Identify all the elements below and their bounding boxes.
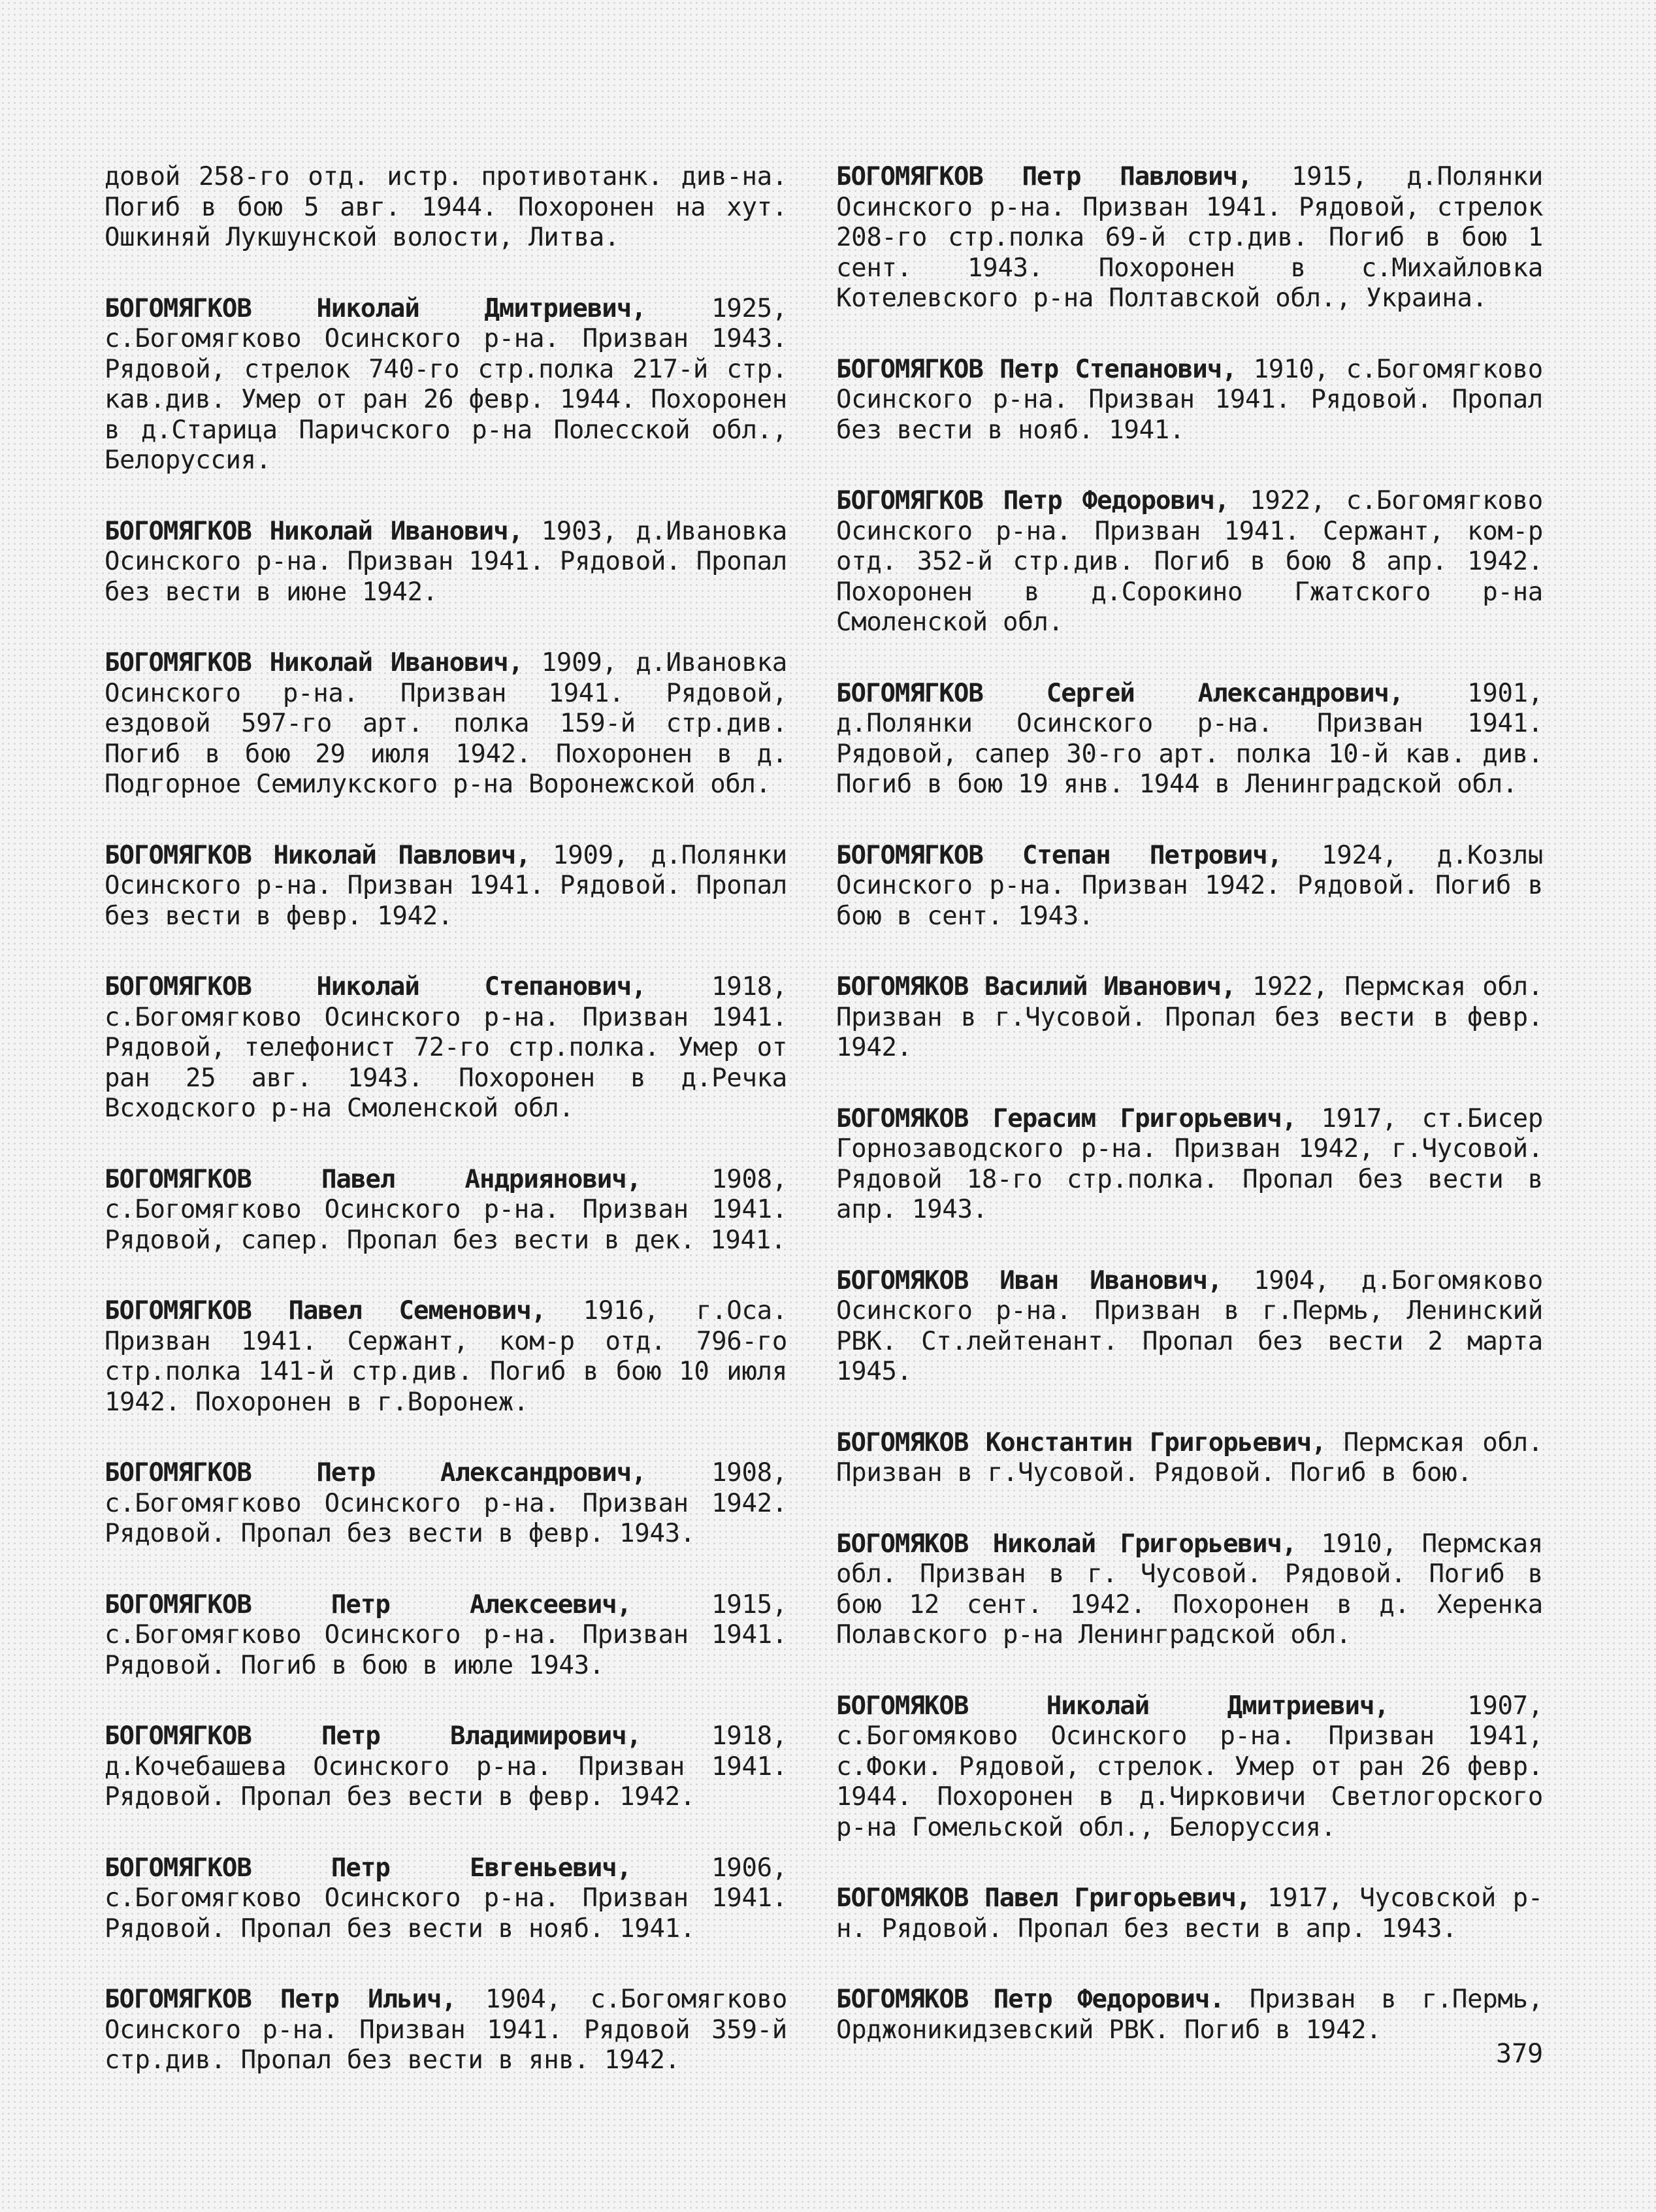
- entry-text: 1922, Пермская обл. Призван в г.Чусовой. Пропал без вести в февр. 1942.: [836, 972, 1543, 1062]
- entry: [105, 1165, 787, 1256]
- entry-name: БОГОМЯКОВ Василий Иванович,: [836, 972, 1236, 1001]
- entry: [105, 972, 787, 1124]
- entry: [836, 841, 1543, 932]
- entry-name: БОГОМЯГКОВ Николай Степанович,: [105, 972, 646, 1001]
- entry: [836, 1104, 1543, 1226]
- entry-text: 1909, д.Ивановка Осинского р-на. Призван 1941. Рядовой, ездовой 597-го арт. полка 159-й стр.див. Погиб в бою 29 июля 1942. Похоронен в д. Подгорное Семилукского р-на Воронежской обл.: [105, 648, 787, 799]
- entry-text: 1917, Чусовской р-н. Рядовой. Пропал без вести в апр. 1943.: [836, 1883, 1543, 1944]
- entry: [836, 162, 1543, 314]
- entry-text: довой 258-го отд. истр. противотанк. див-на. Погиб в бою 5 авг. 1944. Похоронен на хут. Ошкиняй Лукшунской волости, Литва.: [105, 162, 787, 252]
- entry: [105, 648, 787, 800]
- entry: [105, 1458, 787, 1550]
- entry: [105, 517, 787, 608]
- entry-name: БОГОМЯКОВ Герасим Григорьевич,: [836, 1103, 1297, 1133]
- entry-name: БОГОМЯГКОВ Петр Александрович,: [105, 1458, 646, 1488]
- right-column: [836, 162, 1543, 2086]
- entry: [105, 162, 787, 253]
- entry: [836, 1883, 1543, 1944]
- entry-name: БОГОМЯГКОВ Степан Петрович,: [836, 840, 1282, 870]
- entry-text: 1915, с.Богомягково Осинского р-на. Призван 1941. Рядовой. Погиб в бою в июле 1943.: [105, 1589, 787, 1680]
- entry-name: БОГОМЯКОВ Константин Григорьевич,: [836, 1427, 1326, 1457]
- entry-text: 1918, д.Кочебашева Осинского р-на. Призван 1941. Рядовой. Пропал без вести в февр. 1942.: [105, 1721, 787, 1812]
- entry: [836, 972, 1543, 1064]
- page-number: 379: [1496, 2039, 1544, 2069]
- entry-text: 1901, д.Полянки Осинского р-на. Призван 1941. Рядовой, сапер 30-го арт. полка 10-й кав. див. Погиб в бою 19 янв. 1944 в Ленинградской обл.: [836, 678, 1543, 799]
- entry: [105, 1296, 787, 1418]
- entry-name: БОГОМЯГКОВ Сергей Александрович,: [836, 678, 1404, 708]
- entry-text: 1917, ст.Бисер Горнозаводского р-на. Призван 1942, г.Чусовой. Рядовой 18-го стр.полка. Пропал без вести в апр. 1943.: [836, 1103, 1544, 1224]
- entry-name: БОГОМЯГКОВ Петр Павлович,: [836, 162, 1252, 191]
- entry-name: БОГОМЯГКОВ Николай Дмитриевич,: [105, 293, 646, 323]
- entry-name: БОГОМЯГКОВ Николай Павлович,: [105, 840, 530, 870]
- entry: [836, 1529, 1543, 1651]
- entry-name: БОГОМЯКОВ Николай Дмитриевич,: [836, 1691, 1389, 1721]
- entry: [105, 841, 787, 932]
- entry-text: 1910, Пермская обл. Призван в г. Чусовой. Рядовой. Погиб в бою 12 сент. 1942. Похоронен в д. Херенка Полавского р-на Ленинградской обл.: [836, 1529, 1544, 1650]
- entry-name: БОГОМЯГКОВ Петр Алексеевич,: [105, 1589, 632, 1619]
- entry-name: БОГОМЯГКОВ Петр Степанович,: [836, 354, 1237, 384]
- entry-name: БОГОМЯГКОВ Петр Ильич,: [105, 1985, 456, 2014]
- entry-text: Призван в г.Пермь, Орджоникидзевский РВК. Погиб в 1942.: [836, 1985, 1544, 2045]
- entry-name: БОГОМЯГКОВ Николай Иванович,: [105, 516, 523, 546]
- entry: [105, 1853, 787, 1945]
- entry-text: 1908, с.Богомягково Осинского р-на. Призван 1942. Рядовой. Пропал без вести в февр. 1943.: [105, 1458, 787, 1548]
- entry-name: БОГОМЯГКОВ Павел Андриянович,: [105, 1164, 641, 1194]
- entry-name: БОГОМЯГКОВ Петр Владимирович,: [105, 1721, 641, 1751]
- entry-text: 1903, д.Ивановка Осинского р-на. Призван 1941. Рядовой. Пропал без вести в июне 1942.: [105, 516, 787, 607]
- entry: [105, 294, 787, 476]
- entry-name: БОГОМЯГКОВ Петр Федорович,: [836, 486, 1229, 515]
- entry: [105, 1590, 787, 1682]
- entry-name: БОГОМЯГКОВ Петр Евгеньевич,: [105, 1853, 632, 1883]
- entry: [836, 679, 1543, 800]
- entry-text: 1908, с.Богомягково Осинского р-на. Призван 1941. Рядовой, сапер. Пропал без вести в дек. 1941.: [105, 1164, 787, 1255]
- entry-text: 1904, с.Богомягково Осинского р-на. Призван 1941. Рядовой 359-й стр.див. Пропал без вести в янв. 1942.: [105, 1985, 787, 2075]
- entry-text: 1909, д.Полянки Осинского р-на. Призван 1941. Рядовой. Пропал без вести в февр. 1942.: [105, 840, 787, 931]
- entry: [836, 355, 1543, 446]
- entry-text: 1904, д.Богомяково Осинского р-на. Призван в г.Пермь, Ленинский РВК. Ст.лейтенант. Пропал без вести 2 марта 1945.: [836, 1265, 1543, 1386]
- entry-text: Пермская обл. Призван в г.Чусовой. Рядовой. Погиб в бою.: [836, 1427, 1543, 1488]
- entry-name: БОГОМЯКОВ Петр Федорович.: [836, 1985, 1224, 2014]
- entry-text: 1922, с.Богомягково Осинского р-на. Призван 1941. Сержант, ком-р отд. 352-й стр.див. Погиб в бою 8 апр. 1942. Похоронен в д.Сорокино Гжатского р-на Смоленской обл.: [836, 486, 1543, 637]
- entry-text: 1918, с.Богомягково Осинского р-на. Призван 1941. Рядовой, телефонист 72-го стр.полка. Умер от ран 25 авг. 1943. Похоронен в д.Речка Всходского р-на Смоленской обл.: [105, 972, 787, 1123]
- entry-name: БОГОМЯКОВ Павел Григорьевич,: [836, 1883, 1251, 1913]
- entry: [105, 1985, 787, 2076]
- entry: [836, 1985, 1543, 2045]
- left-column: [105, 162, 787, 2117]
- entry: [836, 1266, 1543, 1388]
- entry-name: БОГОМЯГКОВ Павел Семенович,: [105, 1296, 546, 1326]
- entry: [836, 486, 1543, 638]
- entry: [836, 1428, 1543, 1489]
- entry: [836, 1691, 1543, 1844]
- entry-text: 1907, с.Богомяково Осинского р-на. Призван 1941, с.Фоки. Рядовой, стрелок. Умер от ран 26 февр. 1944. Похоронен в д.Чирковичи Светлогорского р-на Гомельской обл., Белоруссия.: [836, 1691, 1543, 1842]
- entry-name: БОГОМЯГКОВ Николай Иванович,: [105, 648, 523, 677]
- entry-text: 1906, с.Богомягково Осинского р-на. Призван 1941. Рядовой. Пропал без вести в нояб. 1941.: [105, 1853, 787, 1944]
- entry-name: БОГОМЯКОВ Иван Иванович,: [836, 1265, 1222, 1295]
- entry-text: 1910, с.Богомягково Осинского р-на. Призван 1941. Рядовой. Пропал без вести в нояб. 1941.: [836, 354, 1543, 445]
- entry-name: БОГОМЯКОВ Николай Григорьевич,: [836, 1529, 1297, 1559]
- entry-text: 1916, г.Оса. Призван 1941. Сержант, ком-р отд. 796-го стр.полка 141-й стр.див. Погиб в бою 10 июля 1942. Похоронен в г.Воронеж.: [105, 1296, 787, 1417]
- entry-text: 1924, д.Козлы Осинского р-на. Призван 1942. Рядовой. Погиб в бою в сент. 1943.: [836, 840, 1543, 931]
- entry: [105, 1721, 787, 1813]
- entry-text: 1925, с.Богомягково Осинского р-на. Призван 1943. Рядовой, стрелок 740-го стр.полка 217-й стр. кав.див. Умер от ран 26 февр. 1944. Похоронен в д.Старица Паричского р-на Полесской обл., Белоруссия.: [105, 293, 787, 475]
- entry-text: 1915, д.Полянки Осинского р-на. Призван 1941. Рядовой, стрелок 208-го стр.полка 69-й стр.див. Погиб в бою 1 сент. 1943. Похоронен в с.Михайловка Котелевского р-на Полтавской обл., Украина.: [836, 162, 1543, 313]
